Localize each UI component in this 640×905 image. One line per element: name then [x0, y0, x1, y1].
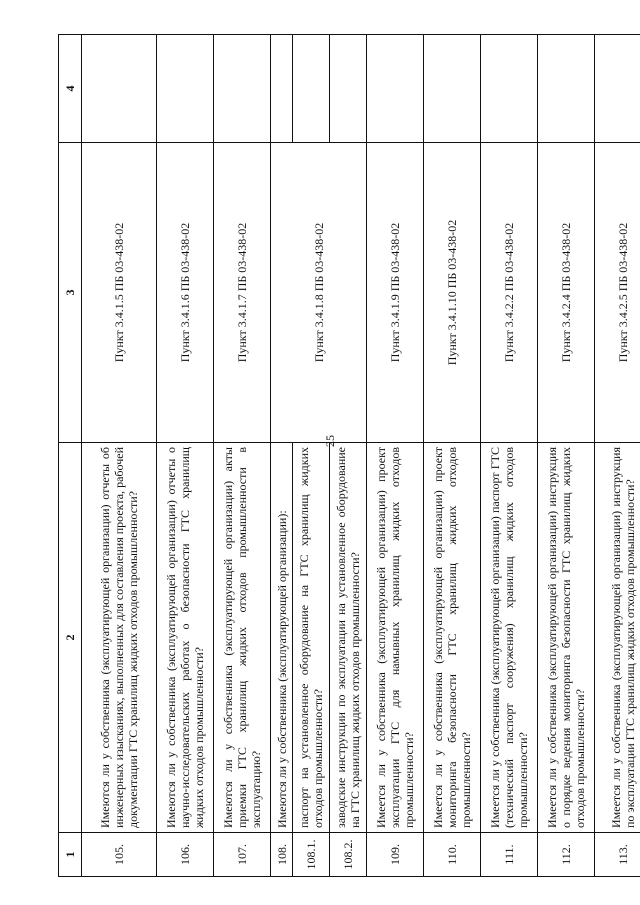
row-reference: Пункт 3.4.1.9 ПБ 03-438-02: [367, 143, 424, 443]
row-question: Имеется ли у собственника (эксплуатирующей организации) инструкция по эксплуатации ГТС хранилищ жидких отходов промышленности?: [595, 443, 640, 833]
header-col-1: 1: [59, 833, 82, 877]
table-header-row: [59, 35, 82, 877]
row-reference: Пункт 3.4.1.8 ПБ 03-438-02: [271, 143, 367, 443]
row-number: 113.: [595, 833, 640, 877]
table-row: [214, 35, 271, 877]
table-row: [424, 35, 481, 877]
row-question: Имеются ли у собственника (эксплуатирующей организации) отчеты о научно-исследовательских работах о безопасности ГТС хранилищ жидких отходов промышленности?: [157, 443, 214, 833]
row-question: Имеются ли у собственника (эксплуатирующей организации) отчеты об инженерных изысканиях, выполненных для составления проекта, рабочей документации ГТС хранилищ жидких отходов промышленности?: [82, 443, 157, 833]
row-mark: [481, 35, 538, 143]
row-mark: [424, 35, 481, 143]
row-question: Имеются ли у собственника (эксплуатирующей организации):: [271, 443, 293, 833]
row-number: 108.2.: [330, 833, 367, 877]
row-reference: Пункт 3.4.1.5 ПБ 03-438-02: [82, 143, 157, 443]
row-mark: [538, 35, 595, 143]
row-reference: Пункт 3.4.1.10 ПБ 03-438-02: [424, 143, 481, 443]
row-mark: [367, 35, 424, 143]
row-mark: [271, 35, 293, 143]
row-reference: Пункт 3.4.2.4 ПБ 03-438-02: [538, 143, 595, 443]
row-question: Имеется ли у собственника (эксплуатирующей организации) паспорт ГТС (технический паспорт сооружения) хранилищ жидких отходов промышленности?: [481, 443, 538, 833]
row-reference: Пункт 3.4.2.5 ПБ 03-438-02: [595, 143, 640, 443]
row-number: 112.: [538, 833, 595, 877]
row-number: 107.: [214, 833, 271, 877]
row-reference: Пункт 3.4.2.2 ПБ 03-438-02: [481, 143, 538, 443]
rotated-table-container: [58, 35, 637, 877]
header-col-2: 2: [59, 443, 82, 833]
checklist-table: [58, 34, 640, 877]
row-question: Имеются ли у собственника (эксплуатирующей организации) акты приемки ГТС хранилищ жидких отходов промышленности в эксплуатацию?: [214, 443, 271, 833]
table-row: [157, 35, 214, 877]
row-mark: [157, 35, 214, 143]
row-number: 111.: [481, 833, 538, 877]
row-number: 108.1.: [293, 833, 330, 877]
row-question: Имеется ли у собственника (эксплуатирующей организации) проект эксплуатации ГТС для намывных хранилищ жидких отходов промышленности?: [367, 443, 424, 833]
row-question: Имеется ли у собственника (эксплуатирующей организации) инструкция о порядке ведения мониторинга безопасности ГТС хранилищ жидких отходов промышленности?: [538, 443, 595, 833]
row-number: 105.: [82, 833, 157, 877]
page-number: 25: [323, 435, 337, 447]
row-question: паспорт на установленное оборудование на ГТС хранилищ жидких отходов промышленности?: [293, 443, 330, 833]
row-reference: Пункт 3.4.1.7 ПБ 03-438-02: [214, 143, 271, 443]
row-question: заводские инструкции по эксплуатации на установленное оборудование на ГТС хранилищ жидких отходов промышленности?: [330, 443, 367, 833]
table-row: [82, 35, 157, 877]
row-number: 106.: [157, 833, 214, 877]
table-row: [481, 35, 538, 877]
row-mark: [293, 35, 330, 143]
row-number: 109.: [367, 833, 424, 877]
row-number: 110.: [424, 833, 481, 877]
row-mark: [330, 35, 367, 143]
table-row: [595, 35, 640, 877]
table-row: [538, 35, 595, 877]
row-reference: Пункт 3.4.1.6 ПБ 03-438-02: [157, 143, 214, 443]
row-mark: [595, 35, 640, 143]
row-mark: [82, 35, 157, 143]
header-col-3: 3: [59, 143, 82, 443]
table-row: [271, 35, 293, 877]
row-mark: [214, 35, 271, 143]
row-number: 108.: [271, 833, 293, 877]
header-col-4: 4: [59, 35, 82, 143]
row-question: Имеется ли у собственника (эксплуатирующей организации) проект мониторинга безопасности ГТС хранилищ жидких отходов промышленности?: [424, 443, 481, 833]
table-row: [367, 35, 424, 877]
